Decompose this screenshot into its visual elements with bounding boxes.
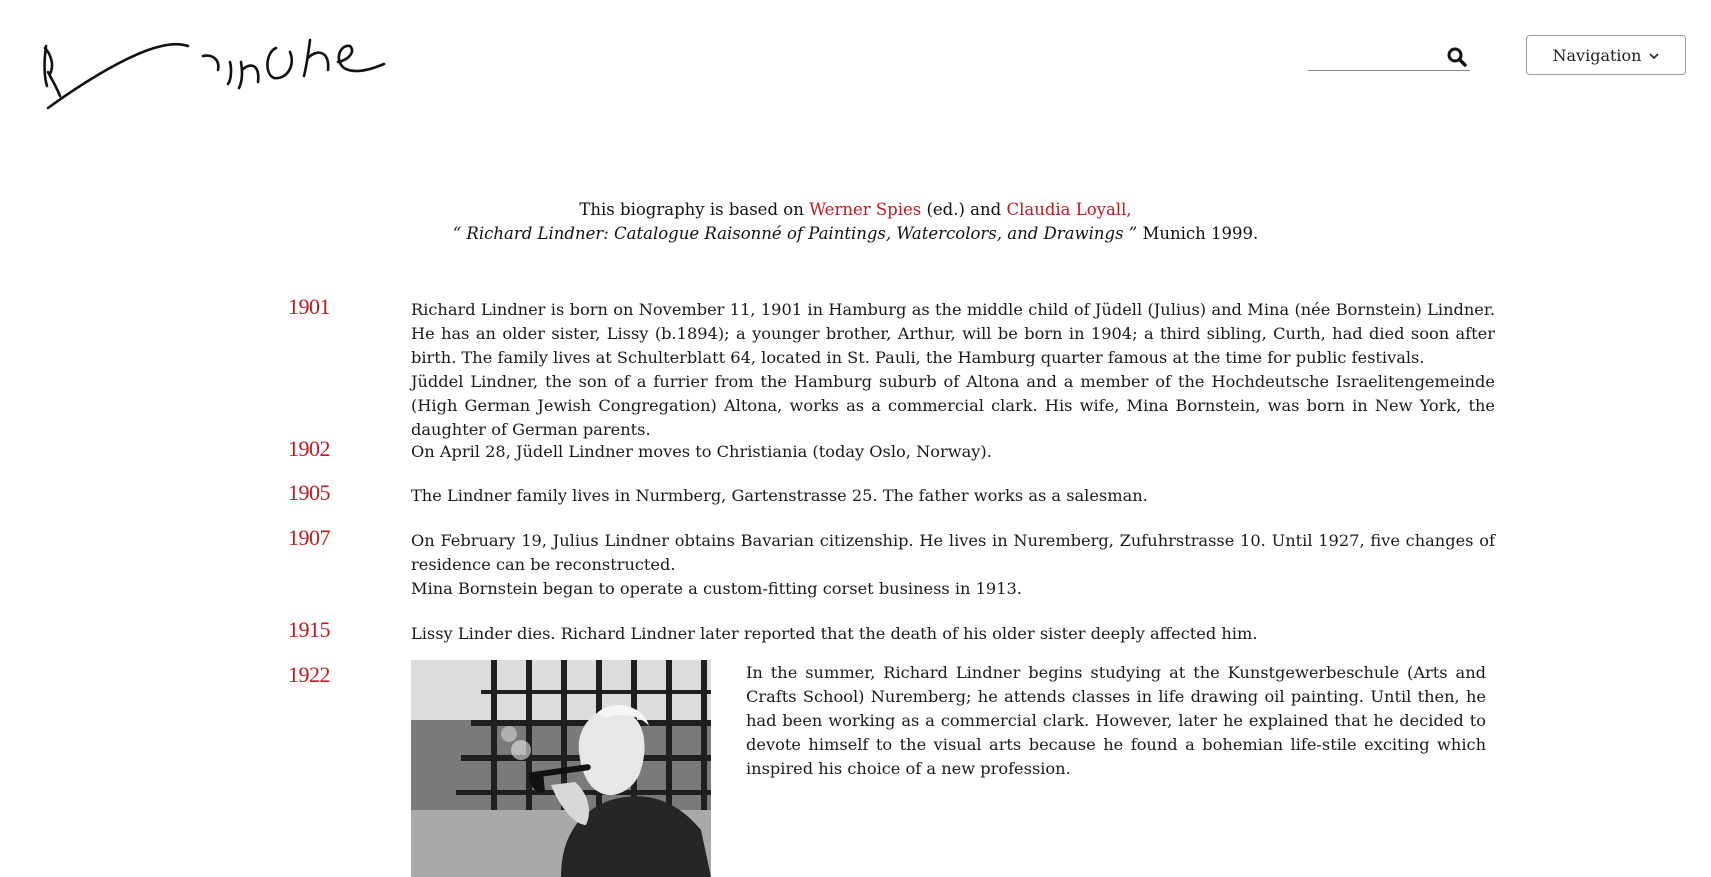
timeline-entry-1907: On February 19, Julius Lindner obtains Bavarian citizenship. He lives in Nuremberg, Zufuhrstrasse 10. Until 1927, five changes of residence can be reconstructed. Mina Bornstein began to operate a custom-fitting corset business in 1913. [411, 531, 1495, 598]
link-werner-spies[interactable]: Werner Spies [809, 200, 922, 219]
timeline-entry-1915: Lissy Linder dies. Richard Lindner later reported that the death of his older sister deeply affected him. [411, 624, 1258, 643]
search-bar [1308, 42, 1470, 71]
timeline-entry-1905: The Lindner family lives in Nurmberg, Gartenstrasse 25. The father works as a salesman. [411, 486, 1148, 505]
biography-source-note: This biography is based on Werner Spies (ed.) and Claudia Loyall, “ Richard Lindner: Catalogue Raisonné of Paintings, Watercolors, and Drawings ” Munich 1999. [452, 200, 1259, 243]
book-title: “ Richard Lindner: Catalogue Raisonné of Paintings, Watercolors, and Drawings ” [452, 224, 1138, 243]
year-1915: 1915 [288, 617, 330, 642]
year-1905: 1905 [288, 480, 330, 505]
search-input[interactable] [1308, 42, 1442, 70]
signature-logo[interactable] [38, 26, 398, 112]
navigation-label: Navigation [1552, 45, 1642, 65]
year-1902: 1902 [288, 436, 330, 461]
publication-info: Munich 1999. [1137, 224, 1259, 243]
year-1922: 1922 [288, 662, 330, 687]
timeline-entry-1902: On April 28, Jüdell Lindner moves to Christiania (today Oslo, Norway). [411, 442, 992, 461]
timeline-entry-1901: Richard Lindner is born on November 11, 1901 in Hamburg as the middle child of Jüdell (Julius) and Mina (née Bornstein) Lindner. He has an older sister, Lissy (b.1894); a younger brother, Arthur, will be born in 1904; a third sibling, Curth, had died soon after birth. The family lives at Schulterblatt 64, located in St. Pauli, the Hamburg quarter famous at the time for public festivals. Jüddel Lindner, the son of a furrier from the Hamburg suburb of Altona and a member of the Hochdeutsche Israelitengemeinde (High German Jewish Congregation) Altona, works as a commercial clark. His wife, Mina Bornstein, was born in New York, the daughter of German parents. [411, 300, 1495, 439]
portrait-photo[interactable] [411, 660, 711, 877]
year-1901: 1901 [288, 294, 330, 319]
year-1907: 1907 [288, 525, 330, 550]
timeline-entry-1922: In the summer, Richard Lindner begins studying at the Kunstgewerbeschule (Arts and Crafts School) Nuremberg; he attends classes in life drawing oil painting. Until then, he had been working as a commercial clark. However, later he explained that he decided to devote himself to the visual arts because he found a bohemian life-stile exciting which inspired his choice of a new profession. [746, 663, 1486, 778]
link-claudia-loyall[interactable]: Claudia Loyall, [1006, 200, 1132, 219]
search-icon[interactable] [1446, 46, 1468, 68]
navigation-dropdown-button[interactable] [1526, 35, 1686, 75]
chevron-down-icon [1649, 50, 1659, 63]
